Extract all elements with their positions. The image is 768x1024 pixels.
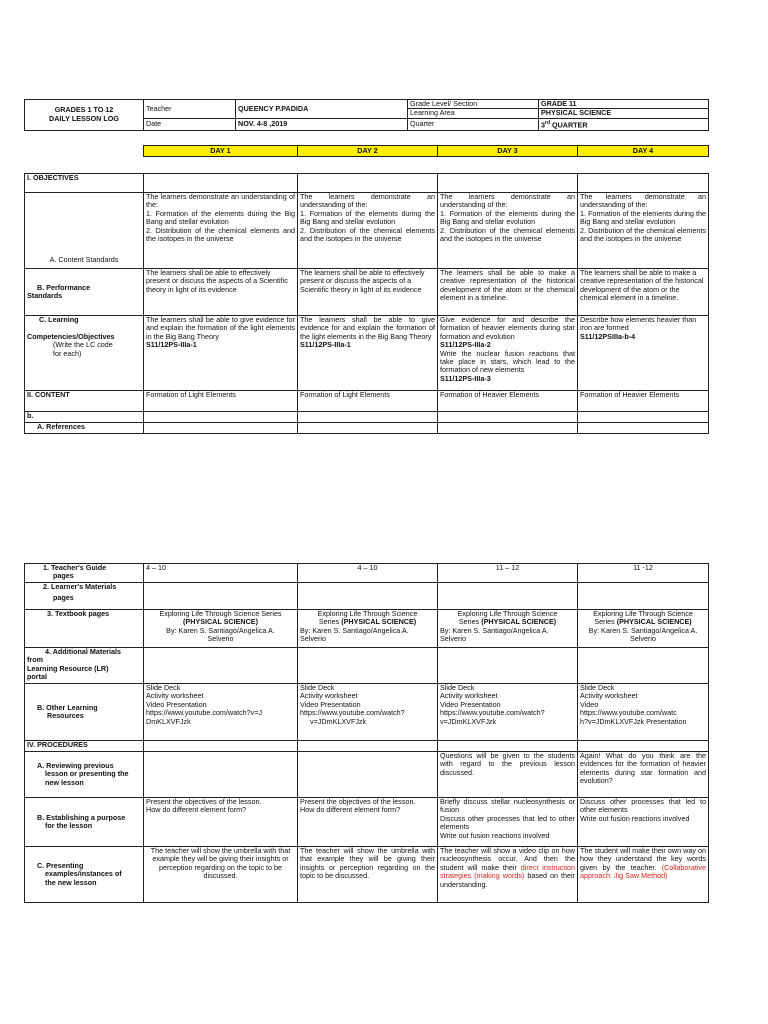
reviewing-day4: Again! What do you think are the evidences for the formation of heavier elements during star formation and evolution?: [578, 752, 709, 798]
performance-standards-label: B. Performance Standards: [25, 269, 144, 316]
grade-label: Grade Level/ Section: [408, 100, 539, 109]
performance-standard-day3: The learners shall be able to make a creative representation of the historical development of the atom or the chemical element in a timeline.: [438, 269, 578, 316]
teachers-guide-day3: 11 – 12: [438, 564, 578, 583]
presenting-label: C. Presenting examples/instances of the new lesson: [25, 847, 144, 903]
objectives-table: [24, 173, 709, 434]
content-standard-day1: The learners demonstrate an understanding of the: 1. Formation of the elements during the Big Bang and stellar evolution 2. Distribution of the chemical elements and the isotopes in the universe: [144, 193, 298, 269]
grade-value: GRADE 11: [539, 100, 709, 109]
presenting-day1: The teacher will show the umbrella with that example they will be giving their insights or perception regarding on the topic to be discussed.: [144, 847, 298, 903]
teachers-guide-label: 1. Teacher's Guide pages: [25, 564, 144, 583]
performance-standard-day2: The learners shall be able to effectively present or discuss the aspects of a Scientific theory in light of its evidence: [298, 269, 438, 316]
teacher-label: Teacher: [144, 100, 236, 119]
learning-competencies-label: C. Learning Competencies/Objectives (Write the LC code for each): [25, 316, 144, 391]
purpose-day4: Discuss other processes that led to other elements Write out fusion reactions involved: [578, 798, 709, 847]
textbook-day2: Exploring Life Through Science Series (PHYSICAL SCIENCE) By: Karen S. Santiago/Angelica A. Selverio: [298, 610, 438, 648]
content-day1: Formation of Light Elements: [144, 391, 298, 412]
day-3-header: DAY 3: [438, 146, 578, 157]
log-title: GRADES 1 TO 12 DAILY LESSON LOG: [25, 100, 144, 131]
other-resources-day2: Slide Deck Activity worksheet Video Presentation https://www.youtube.com/watch? v=JDmKLXVFJzk: [298, 684, 438, 741]
reviewing-label: A. Reviewing previous lesson or presenting the new lesson: [25, 752, 144, 798]
content-standards-label: A. Content Standards: [25, 193, 144, 269]
date-label: Date: [144, 118, 236, 130]
purpose-label: B. Establishing a purpose for the lesson: [25, 798, 144, 847]
day-4-header: DAY 4: [578, 146, 709, 157]
learning-competency-day3: Give evidence for and describe the formation of heavier elements during star formation and evolution S11/12PS-IIIa-2 Write the nuclear fusion reactions that take place in stars, which lead to the formation of new elements S11/12PS-IIIa-3: [438, 316, 578, 391]
additional-materials-label: 4. Additional Materials from Learning Resource (LR) portal: [25, 648, 144, 684]
presenting-day2: The teacher will show the umbrella with that example they will be giving their insights or perception regarding on the topic to be discussed.: [298, 847, 438, 903]
performance-standard-day1: The learners shall be able to effectively present or discuss the aspects of a Scientific theory in light of its evidence: [144, 269, 298, 316]
learning-competency-day4: Describe how elements heavier than iron are formed S11/12PSIIIa-b-4: [578, 316, 709, 391]
teachers-guide-day4: 11 -12: [578, 564, 709, 583]
b-row-label: b.: [25, 412, 144, 423]
teachers-guide-day1: 4 – 10: [144, 564, 298, 583]
presenting-day3: The teacher will show a video clip on how nucleosynthesis occur. And then the student will make their direct instruction strategies (making words) based on their understanding.: [438, 847, 578, 903]
content-standard-day2: The learners demonstrate an understanding of the: 1. Formation of the elements during the Big Bang and stellar evolution 2. Distribution of the chemical elements and the isotopes in the universe: [298, 193, 438, 269]
learning-competency-day1: The learners shall be able to give evidence for and explain the formation of the light elements in the Big Bang Theory S11/12PS-IIIa-1: [144, 316, 298, 391]
day-2-header: DAY 2: [298, 146, 438, 157]
purpose-day2: Present the objectives of the lesson. How do different element form?: [298, 798, 438, 847]
textbook-pages-label: 3. Textbook pages: [25, 610, 144, 648]
content-section: II. CONTENT: [25, 391, 144, 412]
other-resources-day3: Slide Deck Activity worksheet Video Presentation https://www.youtube.com/watch? v=JDmKLXVFJzk: [438, 684, 578, 741]
purpose-day1: Present the objectives of the lesson. How do different element form?: [144, 798, 298, 847]
teachers-guide-day2: 4 – 10: [298, 564, 438, 583]
textbook-day3: Exploring Life Through Science Series (PHYSICAL SCIENCE) By: Karen S. Santiago/Angelica A. Selverio: [438, 610, 578, 648]
area-value: PHYSICAL SCIENCE: [539, 109, 709, 118]
learners-materials-label: 2. Learner's Materials pages: [25, 583, 144, 610]
content-standard-day4: The learners demonstrate an understanding of the: 1. Formation of the elements during the Big Bang and stellar evolution 2. Distribution of the chemical elements and the isotopes in the universe: [578, 193, 709, 269]
objectives-section: I. OBJECTIVES: [25, 174, 144, 193]
other-resources-label: B. Other Learning Resources: [25, 684, 144, 741]
resources-procedures-table: [24, 563, 709, 903]
textbook-day1: Exploring Life Through Science Series (PHYSICAL SCIENCE) By: Karen S. Santiago/Angelica A. Selverio: [144, 610, 298, 648]
textbook-day4: Exploring Life Through Science Series (PHYSICAL SCIENCE) By: Karen S. Santiago/Angelica A. Selverio: [578, 610, 709, 648]
references-label: A. References: [25, 423, 144, 434]
date-value: NOV. 4-8 ,2019: [236, 118, 408, 130]
purpose-day3: Briefly discuss stellar nucleosynthesis or fusion Discuss other processes that led to other elements Write out fusion reactions involved: [438, 798, 578, 847]
quarter-label: Quarter: [408, 118, 539, 130]
procedures-section: IV. PROCEDURES: [25, 741, 144, 752]
teacher-value: QUEENCY P.PADIDA: [236, 100, 408, 119]
other-resources-day1: Slide Deck Activity worksheet Video Presentation https://www.youtube.com/watch?v=J DmKLXVFJzk: [144, 684, 298, 741]
day-header-row: [143, 145, 709, 157]
day-1-header: DAY 1: [144, 146, 298, 157]
performance-standard-day4: The learners shall be able to make a creative representation of the historical development of the atom or the chemical element in a timeline.: [578, 269, 709, 316]
content-day4: Formation of Heavier Elements: [578, 391, 709, 412]
presenting-day4: The student will make their own way on how they understand the key words given by the teacher. (Collaborative approach: Jig Saw Method): [578, 847, 709, 903]
other-resources-day4: Slide Deck Activity worksheet Video https://www.youtube.com/watc h?v=JDmKLXVFJzk Presentation: [578, 684, 709, 741]
reviewing-day3: Questions will be given to the students with regard to the previous lesson discussed.: [438, 752, 578, 798]
content-standard-day3: The learners demonstrate an understanding of the: 1. Formation of the elements during the Big Bang and stellar evolution 2. Distribution of the chemical elements and the isotopes in the universe: [438, 193, 578, 269]
quarter-value: 3rd QUARTER: [539, 118, 709, 130]
content-day2: Formation of Light Elements: [298, 391, 438, 412]
learning-competency-day2: The learners shall be able to give evidence for and explain the formation of the light elements in the Big Bang Theory S11/12PS-IIIa-1: [298, 316, 438, 391]
header-table: [24, 99, 709, 131]
content-day3: Formation of Heavier Elements: [438, 391, 578, 412]
area-label: Learning Area: [408, 109, 539, 118]
